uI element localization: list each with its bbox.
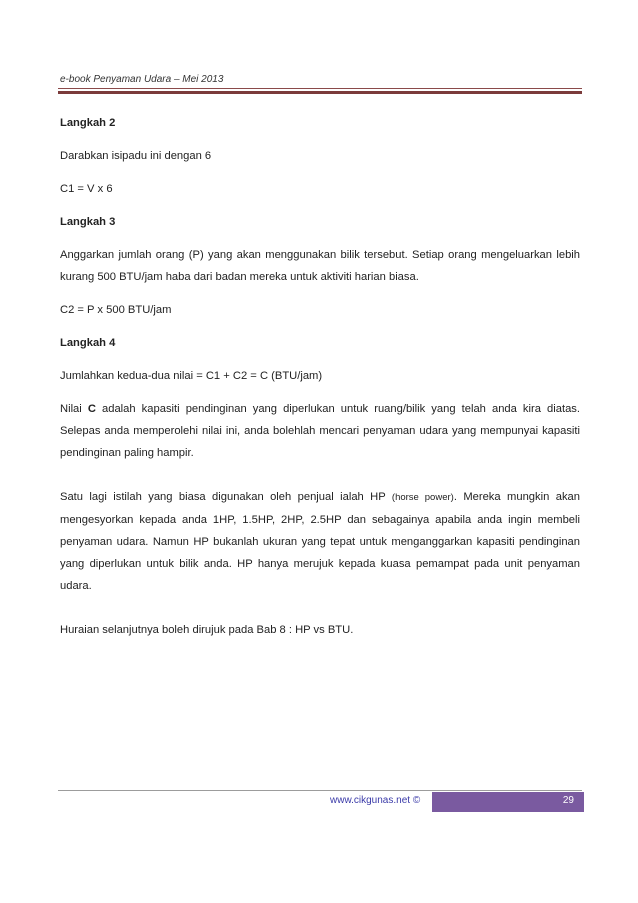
hp-text-1: Satu lagi istilah yang biasa digunakan oleh penjual ialah HP: [60, 491, 392, 503]
langkah-2-text: Darabkan isipadu ini dengan 6: [60, 150, 212, 162]
formula-c1: C1 = V x 6: [60, 183, 113, 195]
nilai-c-prefix: Nilai: [60, 403, 88, 415]
footer-page-box: [432, 792, 584, 812]
langkah-2-heading: Langkah 2: [60, 117, 116, 129]
hp-horse-power: (horse power): [391, 492, 454, 503]
hp-text-2: . Mereka mungkin akan mengesyorkan kepada anda 1HP, 1.5HP, 2HP, 2.5HP dan sebagainya apabila anda ingin membeli penyaman udara. Namun HP bukanlah ukuran yang tepat untuk menganggarkan kapasiti pendinginan yang diperlukan untuk bilik anda. HP hanya merujuk kepada kuasa pemampat pada unit penyaman udara.: [60, 491, 580, 592]
nilai-c-bold: C: [87, 403, 96, 415]
page-content: [60, 112, 580, 641]
langkah-3-heading: Langkah 3: [60, 216, 116, 228]
langkah-4-text: Jumlahkan kedua-dua nilai = C1 + C2 = C (BTU/jam): [60, 370, 323, 382]
nilai-c-paragraph: [60, 398, 580, 464]
hp-paragraph: [60, 486, 580, 597]
langkah-3-text: Anggarkan jumlah orang (P) yang akan menggunakan bilik tersebut. Setiap orang mengeluarkan lebih kurang 500 BTU/jam haba dari badan mereka untuk aktiviti harian biasa.: [60, 249, 580, 283]
footer-website-link[interactable]: www.cikgunas.net ©: [330, 795, 421, 806]
header-rule: [58, 91, 582, 94]
document-header-title: e-book Penyaman Udara – Mei 2013: [60, 74, 224, 85]
huraian-text: Huraian selanjutnya boleh dirujuk pada Bab 8 : HP vs BTU.: [60, 624, 354, 636]
langkah-4-heading: Langkah 4: [60, 337, 116, 349]
formula-c2: C2 = P x 500 BTU/jam: [60, 304, 172, 316]
nilai-c-text: adalah kapasiti pendinginan yang diperlukan untuk ruang/bilik yang telah anda kira diatas. Selepas anda memperolehi nilai ini, anda bolehlah mencari penyaman udara yang mempunyai kapasiti pendinginan paling hampir.: [60, 403, 580, 459]
page-number: 29: [562, 795, 574, 806]
footer-rule: [58, 790, 582, 791]
header-rule-thin: [58, 88, 582, 89]
